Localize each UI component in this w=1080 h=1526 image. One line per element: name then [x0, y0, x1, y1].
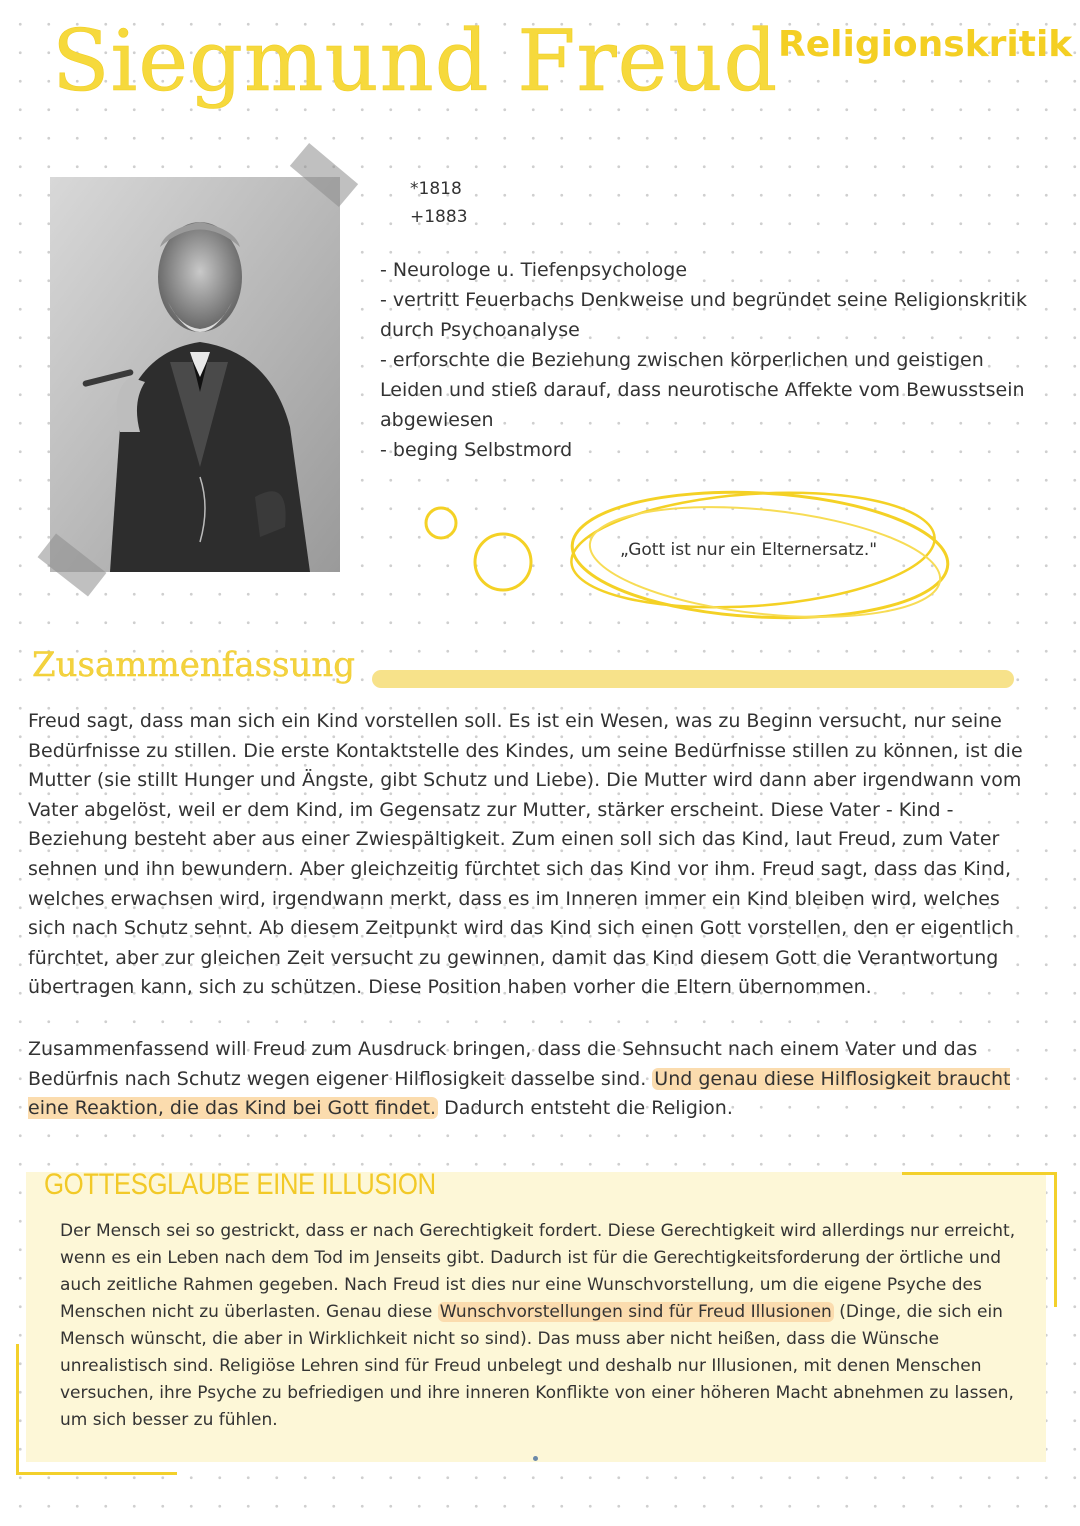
bio-fact: - erforschte die Beziehung zwischen körperlichen und geistigen Leiden und stieß darauf, dass neurotische Affekte vom Bewusstsein abgewiesen — [380, 349, 1025, 431]
portrait-photo — [50, 177, 340, 572]
summary-paragraph: Freud sagt, dass man sich ein Kind vorstellen soll. Es ist ein Wesen, was zu Beginn versucht, nur seine Bedürfnisse zu stillen. Die erste Kontaktstelle des Kindes, um seine Bedürfnisse stillen zu können, ist die Mutter (sie stillt Hunger und Ängste, gibt Schutz und Liebe). Die Mutter wird dann aber irgendwann vom Vater abgelöst, weil er dem Kind, im Gegensatz zur Mutter, stärker erscheint. Diese Vater - Kind - Beziehung besteht aber aus einer Zwiespältigkeit. Zum einen soll sich das Kind, laut Freud, zum Vater sehnen und ihn bewundern. Aber gleichzeitig fürchtet sich das Kind vor ihm. Freud sagt, dass das Kind, welches erwachsen wird, irgendwann merkt, dass es im Inneren immer ein Kind bleiben wird, welches sich nach Schutz sehnt. Ab diesem Zeitpunkt wird das Kind sich einen Gott vorstellen, den er eigentlich fürchtet, aber zur gleichen Zeit versucht zu gewinnen, damit das Kind diesem Gott die Verantwortung übertragen kann, sich zu schützen. Diese Position haben vorher die Eltern übernommen. — [28, 710, 1023, 999]
conclusion-text: Dadurch entsteht die Religion. — [438, 1097, 733, 1120]
bio-fact: - vertritt Feuerbachs Denkweise und begründet seine Religionskritik durch Psychoanalyse — [380, 289, 1027, 341]
page-subtitle: Religionskritik — [778, 24, 1073, 65]
illusion-heading: GOTTESGLAUBE EINE ILLUSION — [44, 1168, 436, 1201]
bio-fact: - Neurologe u. Tiefenpsychologe — [380, 259, 688, 281]
page-title: Siegmund Freud — [52, 12, 779, 110]
quote-text: „Gott ist nur ein Elternersatz." — [620, 540, 878, 560]
illusion-paragraph — [60, 1218, 1020, 1434]
summary-conclusion-paragraph — [28, 1035, 1038, 1124]
bio-facts-list — [380, 255, 1050, 465]
bio-fact: - beging Selbstmord — [380, 439, 573, 461]
birth-year: *1818 — [410, 179, 462, 199]
summary-heading: Zusammenfassung — [32, 645, 356, 685]
highlighted-text: Wunschvorstellungen sind für Freud Illusionen — [439, 1302, 832, 1322]
conclusion-text: Zusammenfassend will Freud zum Ausdruck bringen, dass die Sehnsucht nach einem Vater und das Bedürfnis nach Schutz wegen eigener Hilflosigkeit dasselbe sind. — [28, 1038, 978, 1090]
illusion-text: Der Mensch sei so gestrickt, dass er nach Gerechtigkeit fordert. Diese Gerechtigkeit wird allerdings nur erreicht, wenn es ein Leben nach dem Tod im Jenseits gibt. Dadurch ist für die Gerechtigkeitsforderung der örtliche und auch zeitliche Rahmen gegeben. Nach Freud ist dies nur eine Wunschvorstellung, um die eigene Psyche des Menschen nicht zu überlasten. Genau diese — [60, 1221, 1016, 1322]
highlighted-text: Und genau diese Hilflosigkeit braucht eine Reaktion, die das Kind bei Gott findet. — [28, 1067, 1011, 1120]
bio-dates — [410, 175, 468, 231]
illusion-text: (Dinge, die sich ein Mensch wünscht, die aber in Wirklichkeit nicht so sind). Das muss aber nicht heißen, dass die Wünsche unrealistisch sind. Religiöse Lehren sind für Freud unbelegt und deshalb nur Illusionen, mit denen Menschen versuchen, ihre Psyche zu befriedigen und ihre inneren Konflikte von einer höheren Macht abnehmen zu lassen, um sich besser zu fühlen. — [60, 1302, 1014, 1430]
death-year: +1883 — [410, 207, 468, 227]
portrait-image — [50, 177, 340, 572]
page-marker — [533, 1456, 538, 1461]
heading-underline-bar — [372, 670, 1014, 688]
